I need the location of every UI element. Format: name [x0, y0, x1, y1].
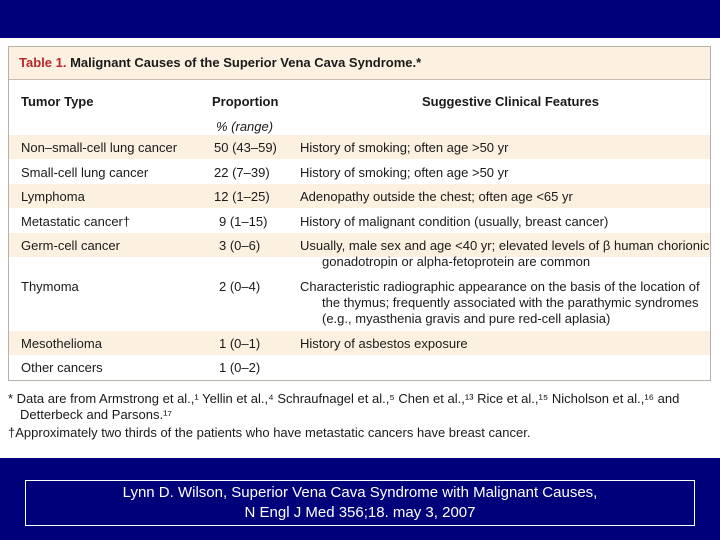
row-5-proportion: 3 (0–6): [219, 238, 261, 253]
row-2-feature-line: History of smoking; often age >50 yr: [300, 165, 509, 180]
row-8-proportion: 1 (0–2): [219, 360, 261, 375]
citation-line-2: N Engl J Med 356;18. may 3, 2007: [244, 504, 476, 521]
table-title-bar: [9, 47, 710, 80]
row-6-features: [300, 279, 700, 327]
row-4-feature-line: History of malignant condition (usually, breast cancer): [300, 214, 609, 229]
top-band: [0, 0, 720, 38]
citation-box: [25, 480, 695, 526]
row-1-feature-line: History of smoking; often age >50 yr: [300, 140, 509, 155]
row-4-proportion: 9 (1–15): [219, 214, 268, 229]
row-6-feature-line: Characteristic radiographic appearance on the basis of the location of: [300, 279, 700, 294]
row-3-proportion: 12 (1–25): [214, 189, 270, 204]
citation-line-1: Lynn D. Wilson, Superior Vena Cava Syndrome with Malignant Causes,: [122, 484, 598, 501]
header-proportion: Proportion: [212, 94, 279, 109]
row-7-feature-line: History of asbestos exposure: [300, 336, 468, 351]
row-3-feature-line: Adenopathy outside the chest; often age <65 yr: [300, 189, 573, 204]
table-title: [19, 55, 421, 70]
row-6-feature-line: the thymus; frequently associated with the parathymic syndromes: [322, 295, 699, 310]
row-8-type: Other cancers: [21, 360, 103, 375]
row-6-proportion: 2 (0–4): [219, 279, 261, 294]
row-5-feature-line: Usually, male sex and age <40 yr; elevated levels of β human chorionic: [300, 238, 710, 253]
row-3-type: Lymphoma: [21, 189, 85, 204]
footnote-metastatic: †Approximately two thirds of the patients who have metastatic cancers have breast cancer.: [8, 425, 531, 440]
subheader-percent-range: % (range): [216, 119, 274, 134]
table-label: Table 1.: [19, 55, 67, 70]
row-6-feature-line: (e.g., myasthenia gravis and pure red-cell aplasia): [322, 311, 611, 326]
row-4-features: [300, 214, 700, 230]
table-title-text: Malignant Causes of the Superior Vena Cava Syndrome.*: [70, 55, 422, 70]
row-7-type: Mesothelioma: [21, 336, 102, 351]
row-5-type: Germ-cell cancer: [21, 238, 120, 253]
footnote-data-sources: * Data are from Armstrong et al.,¹ Yellin et al.,⁴ Schraufnagel et al.,⁵ Chen et al.,¹³ Rice et al.,¹⁵ Nicholson et al.,¹⁶ and: [8, 391, 680, 406]
row-2-proportion: 22 (7–39): [214, 165, 270, 180]
content-panel: [0, 38, 720, 458]
row-5-features: [300, 238, 710, 270]
row-7-proportion: 1 (0–1): [219, 336, 261, 351]
footnote-data-sources-cont: Detterbeck and Parsons.¹⁷: [20, 407, 173, 422]
row-1-features: [300, 140, 700, 156]
row-2-type: Small-cell lung cancer: [21, 165, 149, 180]
table: [8, 46, 711, 381]
row-4-type: Metastatic cancer†: [21, 214, 131, 229]
row-1-type: Non–small-cell lung cancer: [21, 140, 178, 155]
row-2-features: [300, 165, 700, 181]
row-7-features: [300, 336, 700, 352]
row-3-features: [300, 189, 700, 205]
header-features: Suggestive Clinical Features: [422, 94, 600, 109]
row-5-feature-line: gonadotropin or alpha-fetoprotein are common: [322, 254, 591, 269]
row-6-type: Thymoma: [21, 279, 79, 294]
row-1-proportion: 50 (43–59): [214, 140, 277, 155]
header-tumor-type: Tumor Type: [21, 94, 94, 109]
